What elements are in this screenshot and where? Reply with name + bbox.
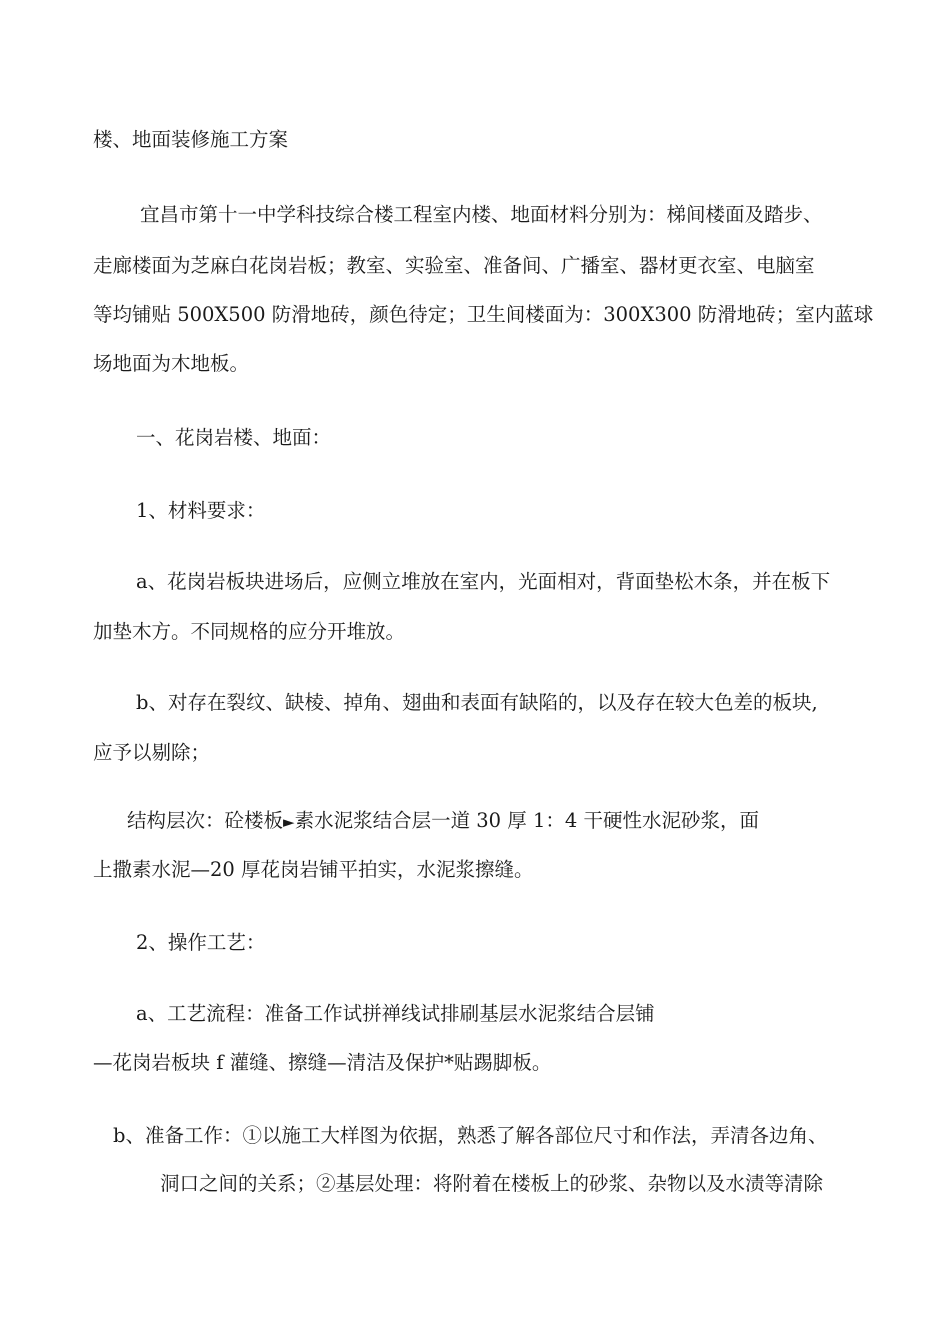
item-a2-line-2: —花岗岩板块 f 灌缝、擦缝—清洁及保护*贴踢脚板。: [93, 1051, 552, 1074]
item-b1-line-1: b、对存在裂纹、缺棱、掉角、翅曲和表面有缺陷的，以及存在较大色差的板块,: [136, 691, 818, 714]
arrow-right-icon: ►: [283, 813, 295, 831]
item-b1-line-2: 应予以剔除；: [93, 741, 211, 764]
structure-layers-line-1: [127, 809, 759, 834]
item-b2-line-1: b、准备工作：①以施工大样图为依据，熟悉了解各部位尺寸和作法，弄清各边角、: [113, 1124, 828, 1147]
item-a2-line-1: a、工艺流程：准备工作试拼禅线试排刷基层水泥浆结合层铺: [136, 1002, 655, 1025]
item-a1-line-1: a、花岗岩板块进场后，应侧立堆放在室内，光面相对，背面垫松木条，并在板下: [136, 570, 831, 593]
structure-prefix: 结构层次：砼楼板: [127, 809, 284, 832]
intro-line-3: 等均铺贴 500X500 防滑地砖，颜色待定；卫生间楼面为：300X300 防滑地砖；室内蓝球: [93, 303, 874, 326]
structure-layers-line-2: 上撒素水泥—20 厚花岗岩铺平拍实，水泥浆擦缝。: [93, 858, 534, 881]
item-a1-line-2: 加垫木方。不同规格的应分开堆放。: [93, 620, 406, 643]
intro-line-2: 走廊楼面为芝麻白花岗岩板；教室、实验室、准备间、广播室、器材更衣室、电脑室: [93, 254, 815, 277]
subheading-material-requirements: 1、材料要求：: [136, 499, 266, 522]
item-b2-line-2: 洞口之间的关系；②基层处理：将附着在楼板上的砂浆、杂物以及水渍等清除: [160, 1172, 824, 1195]
document-title: 楼、地面装修施工方案: [93, 128, 289, 151]
intro-line-4: 场地面为木地板。: [93, 352, 250, 375]
structure-suffix: 素水泥浆结合层一道 30 厚 1：4 干硬性水泥砂浆，面: [294, 809, 759, 832]
intro-line-1: 宜昌市第十一中学科技综合楼工程室内楼、地面材料分别为：梯间楼面及踏步、: [140, 203, 823, 226]
section-heading-granite: 一、花岗岩楼、地面：: [136, 426, 332, 449]
subheading-operation-process: 2、操作工艺：: [136, 931, 266, 954]
